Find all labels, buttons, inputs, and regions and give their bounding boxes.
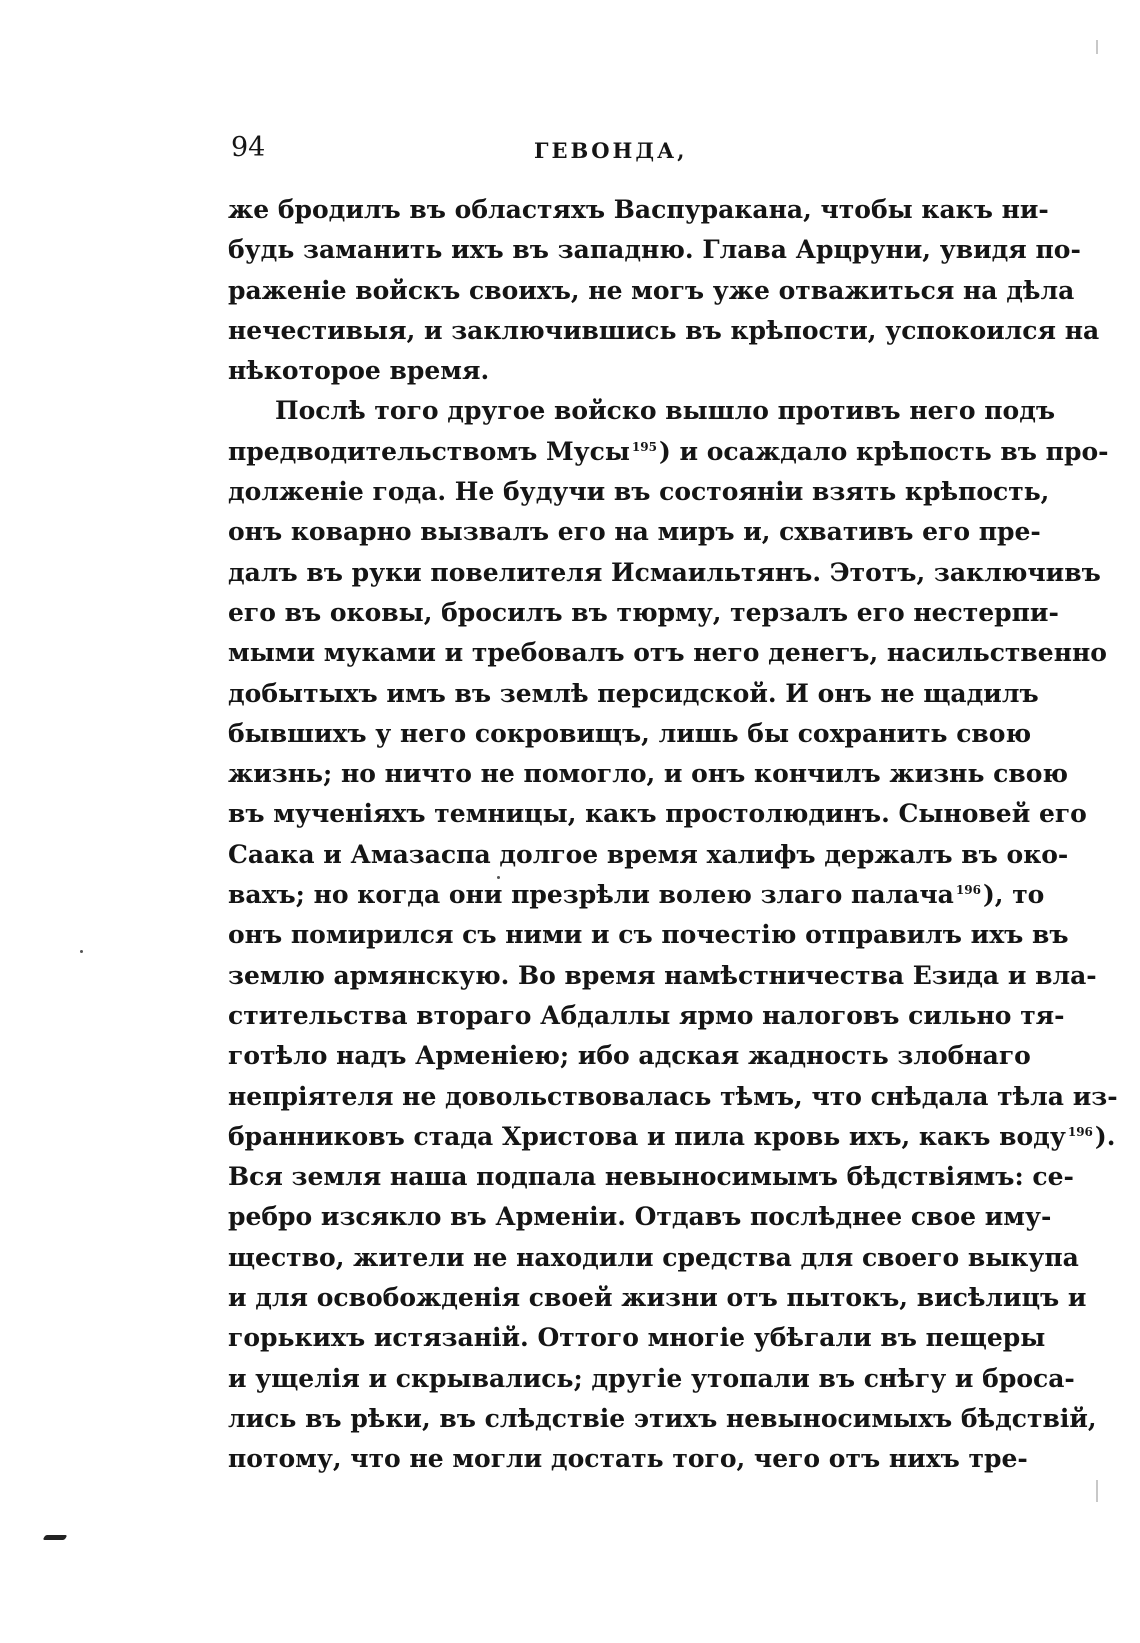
text-line-with-footnote bbox=[228, 432, 1109, 472]
text-line-with-footnote bbox=[228, 1117, 1116, 1157]
text-line: онъ помирился съ ними и съ почестію отправилъ ихъ въ bbox=[228, 920, 1069, 950]
text-line: горькихъ истязаній. Оттого многіе убѣгали въ пещеры bbox=[228, 1323, 1046, 1353]
text-line: непріятеля не довольствовалась тѣмъ, что снѣдала тѣла из- bbox=[228, 1081, 1118, 1111]
text-line: въ мученіяхъ темницы, какъ простолюдинъ. Сыновей его bbox=[228, 799, 1087, 829]
text-segment: предводительствомъ Мусы bbox=[228, 436, 630, 466]
scan-speck bbox=[80, 950, 83, 953]
text-line: нѣкоторое время. bbox=[228, 356, 490, 386]
scan-edge-mark bbox=[1096, 40, 1098, 54]
text-line: мыми муками и требовалъ отъ него денегъ, насильственно bbox=[228, 638, 1107, 668]
text-segment: бранниковъ стада Христова и пила кровь ихъ, какъ воду bbox=[228, 1121, 1066, 1151]
text-line: онъ коварно вызвалъ его на миръ и, схвативъ его пре- bbox=[228, 517, 1041, 547]
footnote-ref: 195 bbox=[631, 439, 657, 454]
text-line: жизнь; но ничто не помогло, и онъ кончилъ жизнь свою bbox=[228, 759, 1069, 789]
page-number: 94 bbox=[231, 132, 266, 163]
text-line: готѣло надъ Арменіею; ибо адская жадность злобнаго bbox=[228, 1041, 1031, 1071]
text-segment: вахъ; но когда они презрѣли волею злаго палача bbox=[228, 880, 954, 910]
scan-speck bbox=[497, 876, 500, 879]
text-line: стительства втораго Абдаллы ярмо налоговъ сильно тя- bbox=[228, 1000, 1065, 1030]
scan-mark bbox=[43, 1535, 68, 1540]
scan-edge-mark bbox=[1096, 1480, 1098, 1502]
text-line: Вся земля наша подпала невыносимымъ бѣдствіямъ: се- bbox=[228, 1162, 1074, 1192]
text-line: и ущелія и скрывались; другіе утопали въ снѣгу и броса- bbox=[228, 1363, 1075, 1393]
text-line: бывшихъ у него сокровищъ, лишь бы сохранить свою bbox=[228, 718, 1032, 748]
text-segment: ). bbox=[1094, 1121, 1116, 1151]
text-line: Саака и Амазаспа долгое время халифъ держалъ въ око- bbox=[228, 839, 1069, 869]
running-title: ГЕВОНДА, bbox=[534, 138, 688, 163]
text-line-with-footnote bbox=[228, 875, 1045, 915]
text-segment: ), то bbox=[982, 880, 1045, 910]
text-line: будь заманить ихъ въ западню. Глава Арцруни, увидя по- bbox=[228, 235, 1081, 265]
text-line: же бродилъ въ областяхъ Васпуракана, чтобы какъ ни- bbox=[228, 195, 1049, 224]
text-line: Послѣ того другое войско вышло противъ него подъ bbox=[275, 396, 1056, 426]
text-line: землю армянскую. Во время намѣстничества Езида и вла- bbox=[228, 960, 1097, 990]
text-line: и для освобожденія своей жизни отъ пытокъ, висѣлицъ и bbox=[228, 1283, 1087, 1313]
text-line: лись въ рѣки, въ слѣдствіе этихъ невыносимыхъ бѣдствій, bbox=[228, 1403, 1097, 1433]
text-line: щество, жители не находили средства для своего выкупа bbox=[228, 1242, 1079, 1272]
text-line: далъ въ руки повелителя Исмаильтянъ. Этотъ, заключивъ bbox=[228, 557, 1101, 587]
footnote-ref: 196 bbox=[955, 883, 981, 898]
text-line: потому, что не могли достать того, чего отъ нихъ тре- bbox=[228, 1444, 1028, 1474]
text-line: нечестивыя, и заключившись въ крѣпости, успокоился на bbox=[228, 315, 1100, 345]
text-line: добытыхъ имъ въ землѣ персидской. И онъ не щадилъ bbox=[228, 678, 1039, 708]
text-line: ребро изсякло въ Арменіи. Отдавъ послѣднее свое иму- bbox=[228, 1202, 1052, 1232]
text-line: раженіе войскъ своихъ, не могъ уже отважиться на дѣла bbox=[228, 275, 1075, 305]
text-segment: ) и осаждало крѣпость въ про- bbox=[658, 436, 1109, 466]
body-text bbox=[228, 190, 1118, 1480]
text-line: долженіе года. Не будучи въ состояніи взять крѣпость, bbox=[228, 477, 1050, 507]
footnote-ref: 196 bbox=[1067, 1124, 1093, 1139]
text-line: его въ оковы, бросилъ въ тюрму, терзалъ его нестерпи- bbox=[228, 597, 1059, 627]
